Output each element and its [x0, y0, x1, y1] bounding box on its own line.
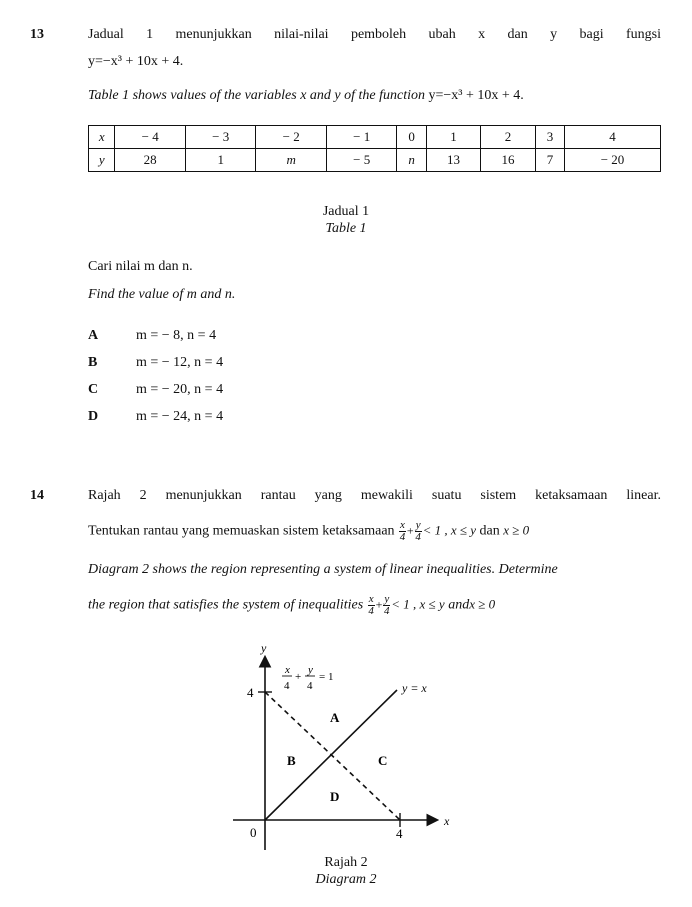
question-13-ask-english: Find the value of m and n.	[88, 287, 236, 302]
option-text: m = − 24, n = 4	[136, 409, 224, 424]
axis-label-x: x	[444, 814, 450, 828]
table-cell: 16	[481, 149, 536, 172]
fraction-y-over-4: $\frac{y}{4}$	[415, 519, 421, 543]
table-cell: 0	[397, 126, 426, 149]
option-text: m = − 12, n = 4	[136, 355, 224, 370]
table-cell: 7	[535, 149, 564, 172]
table-cell: − 5	[326, 149, 397, 172]
table-cell: 13	[426, 149, 481, 172]
fraction-x-over-4: $\frac{x}{4}$	[368, 593, 374, 617]
table-cell: 4	[565, 126, 661, 149]
eq-tail: = 1	[319, 671, 334, 683]
question-14-english-text: Diagram 2 shows the region representing a system of linear inequalities. Determine	[88, 562, 558, 577]
question-14-malay-prefix: Tentukan rantau yang memuaskan sistem ketaksamaan	[88, 523, 395, 539]
eq-frac-den: 4	[307, 680, 313, 692]
y-tick-label: 4	[247, 685, 254, 700]
table-cell: − 2	[256, 126, 327, 149]
table-cell: − 1	[326, 126, 397, 149]
table-cell: 1	[185, 149, 256, 172]
axis-label-y: y	[261, 641, 267, 655]
question-13-ask-malay: Cari nilai m dan n.	[88, 259, 193, 274]
option-text: m = − 8, n = 4	[136, 328, 217, 343]
option-text: m = − 20, n = 4	[136, 382, 224, 397]
region-a-label[interactable]: A	[330, 710, 340, 725]
fraction-x-over-4: $\frac{x}{4}$	[399, 519, 406, 543]
table-caption-malay: Jadual 1	[322, 204, 370, 219]
table-cell: n	[397, 149, 426, 172]
eq-frac-x: x	[285, 664, 290, 676]
table-cell-label: x	[89, 126, 115, 149]
question-14-number: 14	[30, 488, 44, 503]
eq-plus: +	[295, 671, 302, 683]
eq-frac-y: y	[308, 664, 313, 676]
question-13-number: 13	[30, 27, 44, 42]
table-cell: 28	[115, 149, 186, 172]
table-cell: − 3	[185, 126, 256, 149]
question-13-malay-function: y=−x³ + 10x + 4.	[88, 54, 184, 69]
table-cell: 2	[481, 126, 536, 149]
diagram-caption-english: Diagram 2	[315, 872, 377, 887]
question-14-english-inequalities: the region that satisfies the system of inequalities $\frac{x}{4}$ + $\frac{y}{4}$ < 1 , x ≤ y andx ≥ 0	[88, 593, 496, 617]
region-b-label[interactable]: B	[287, 753, 296, 768]
diagram-caption-malay: Rajah 2	[324, 855, 368, 870]
question-13-english-function: y=−x³ + 10x + 4.	[428, 88, 524, 103]
fraction-y-over-4: $\frac{y}{4}$	[384, 593, 390, 617]
line-label-y-equals-x: y = x	[402, 681, 427, 695]
table-cell: 3	[535, 126, 564, 149]
question-13-malay-text: Jadual 1 menunjukkan nilai-nilai pemboleh ubah x dan y bagi fungsi	[88, 27, 661, 42]
region-c-label[interactable]: C	[378, 753, 388, 768]
option-letter: C	[88, 382, 99, 397]
option-letter: A	[88, 328, 99, 343]
table-cell: m	[256, 149, 327, 172]
question-14-malay-inequalities: Tentukan rantau yang memuaskan sistem ketaksamaan $\frac{x}{4}$ + $\frac{y}{4}$ < 1 , x ≤ y dan x ≥ 0	[88, 519, 530, 543]
table-cell: − 20	[565, 149, 661, 172]
table-caption-english: Table 1	[325, 221, 367, 236]
option-letter: B	[88, 355, 98, 370]
table-cell-label: y	[89, 149, 115, 172]
question-14-malay-text: Rajah 2 menunjukkan rantau yang mewakili suatu sistem ketaksamaan linear.	[88, 488, 661, 503]
eq-frac-den: 4	[284, 680, 290, 692]
option-letter: D	[88, 409, 99, 424]
table-cell: 1	[426, 126, 481, 149]
origin-label: 0	[250, 825, 257, 840]
x-tick-label: 4	[396, 826, 403, 841]
question-13-english-text: Table 1 shows values of the variables x and y of the function	[88, 88, 426, 103]
region-d-label[interactable]: D	[330, 789, 340, 804]
table-cell: − 4	[115, 126, 186, 149]
